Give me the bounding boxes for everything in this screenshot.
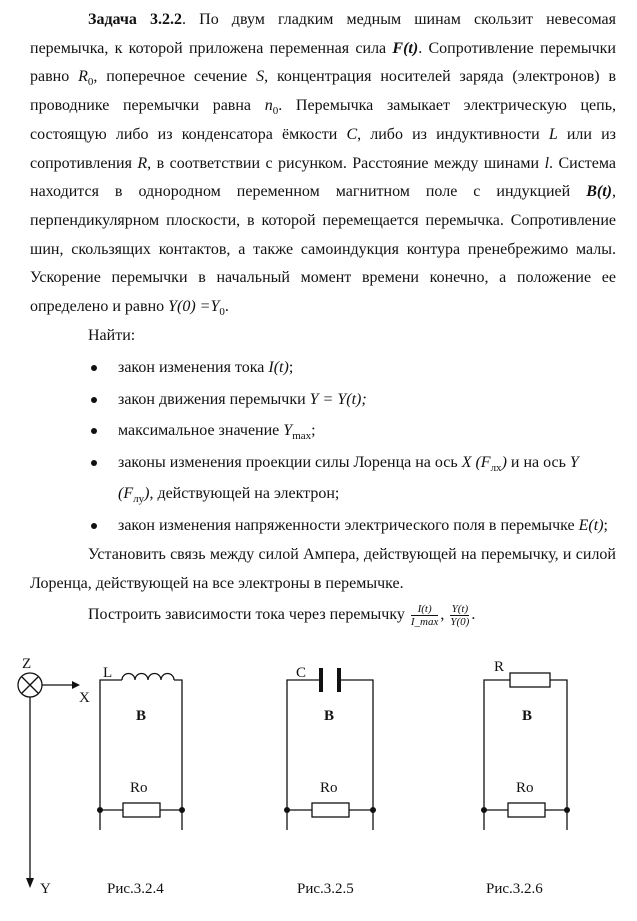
- formula-text: Y: [283, 422, 293, 440]
- formula-text: C: [346, 125, 358, 143]
- text-segment: закон изменения тока: [118, 359, 269, 377]
- text-segment: ;: [288, 359, 294, 377]
- subscript: 0: [272, 105, 279, 118]
- text-segment: . Система находится в однородном переменном магнитном поле с индукцией: [30, 154, 617, 201]
- task-list: [88, 352, 616, 541]
- figure-caption: Рис.3.2.5: [297, 880, 354, 897]
- subscript: лy: [133, 493, 145, 506]
- text-segment: максимальное значение: [118, 422, 284, 440]
- resistor-label: Ro: [516, 779, 534, 796]
- text-segment: законы изменения проекции силы Лоренца на ось: [118, 453, 462, 471]
- axis-label-x: X: [79, 689, 90, 706]
- fraction-numerator: I(t): [411, 603, 439, 616]
- inductor-label: L: [103, 664, 113, 681]
- text-segment: . Перемычка замыкает электрическую цепь, состоящую либо из конденсатора ёмкости: [30, 97, 617, 143]
- formula-text: F(t): [392, 39, 419, 57]
- field-label: B: [522, 707, 533, 724]
- resistor-icon: [508, 803, 545, 817]
- circuit-figures: [0, 642, 637, 921]
- subscript: 0: [87, 76, 94, 89]
- text-segment: ;: [311, 422, 316, 440]
- text-segment: , действующей на электрон;: [149, 485, 340, 503]
- formula-text: l: [544, 154, 550, 172]
- plot-instruction: Построить зависимости тока через перемычку $\frac{I(t)}{I\_\max}$ , $\frac{Y(t)}{Y(0)}$ .: [88, 602, 476, 628]
- text-segment: .: [224, 298, 229, 316]
- find-label: Найти:: [88, 326, 136, 344]
- resistor-icon: [312, 803, 349, 817]
- fraction-current: [411, 603, 439, 628]
- text-segment: , поперечное сечение: [93, 68, 257, 86]
- formula-text: ): [144, 485, 150, 503]
- capacitor-icon: [319, 668, 323, 692]
- formula-text: S: [256, 68, 265, 86]
- formula-text: R: [137, 154, 148, 172]
- axis-label-z: Z: [22, 655, 32, 672]
- field-label: B: [324, 707, 335, 724]
- circuit-capacitor: [287, 680, 373, 830]
- relation-paragraph: [30, 541, 616, 598]
- formula-text: B(t): [586, 183, 612, 201]
- axis-label-y: Y: [40, 880, 51, 897]
- formula-text: E(t): [578, 516, 604, 534]
- resistor-icon: [123, 803, 160, 817]
- formula-text: Y (F: [118, 453, 579, 503]
- formula-text: L: [548, 125, 558, 143]
- resistor-label: Ro: [130, 779, 148, 796]
- text-segment: . По двум гладким медным шинам скользит невесомая перемычка, к которой приложена переменная сила: [30, 11, 616, 57]
- formula-text: Y = Y(t);: [309, 390, 367, 408]
- text-segment: или из сопротивления: [30, 125, 616, 172]
- formula-text: ): [501, 453, 507, 471]
- formula-text: n: [264, 97, 273, 115]
- problem-statement: [30, 6, 616, 322]
- text-segment: ;: [603, 516, 608, 534]
- text-segment: , концентрация носителей заряда (электронов) в проводнике перемычки равна: [30, 68, 617, 115]
- subscript: лx: [490, 462, 502, 475]
- fraction-position: [450, 603, 469, 628]
- text-segment: закон движения перемычки: [118, 390, 310, 408]
- formula-text: I(t): [268, 359, 289, 377]
- field-label: B: [136, 707, 147, 724]
- task-item: [88, 510, 616, 542]
- figure-caption: Рис.3.2.4: [107, 880, 164, 897]
- resistor-top-label: R: [494, 658, 505, 675]
- formula-text: Y(0) =Y: [168, 298, 220, 316]
- text-segment: и на ось: [506, 453, 570, 471]
- figure-caption: Рис.3.2.6: [486, 880, 543, 897]
- text-segment: . Сопротивление перемычки равно: [30, 39, 616, 86]
- fraction-denominator: I_max: [410, 615, 439, 628]
- formula-text: Задача 3.2.2: [88, 11, 183, 28]
- text-segment: , либо из индуктивности: [357, 125, 549, 143]
- task-item: [88, 447, 616, 510]
- inductor-icon: [122, 673, 174, 680]
- fraction-numerator: Y(t): [451, 602, 469, 615]
- task-item: [88, 384, 616, 416]
- circuit-inductor: [100, 673, 182, 830]
- formula-text: X (F: [461, 453, 491, 471]
- task-item: [88, 415, 616, 447]
- circuit-resistor: [484, 673, 567, 830]
- subscript: max: [292, 430, 312, 443]
- text-segment: закон изменения напряженности электрического поля в перемычке: [118, 516, 579, 534]
- text-segment: Установить связь между силой Ампера, действующей на перемычку, и силой Лоренца, действующей на все электроны в перемычке.: [30, 546, 616, 593]
- resistor-icon: [510, 673, 550, 687]
- text-segment: , в соответствии с рисунком. Расстояние между шинами: [147, 154, 545, 172]
- subscript: 0: [219, 306, 225, 319]
- capacitor-label: C: [296, 664, 307, 681]
- plot-text: Построить зависимости тока через перемычку: [88, 605, 409, 623]
- resistor-label: Ro: [320, 779, 338, 796]
- fraction-denominator: Y(0): [450, 615, 470, 628]
- task-item: [88, 352, 616, 384]
- formula-text: R: [78, 68, 88, 86]
- text-segment: , перпендикулярном плоскости, в которой перемещается перемычка. Сопротивление шин, скользящих контактов, а также самоиндукция контура пренебрежимо малы. Ускорение перемычки в начальный момент времени конечно, а положение ее определено и равно: [30, 183, 616, 316]
